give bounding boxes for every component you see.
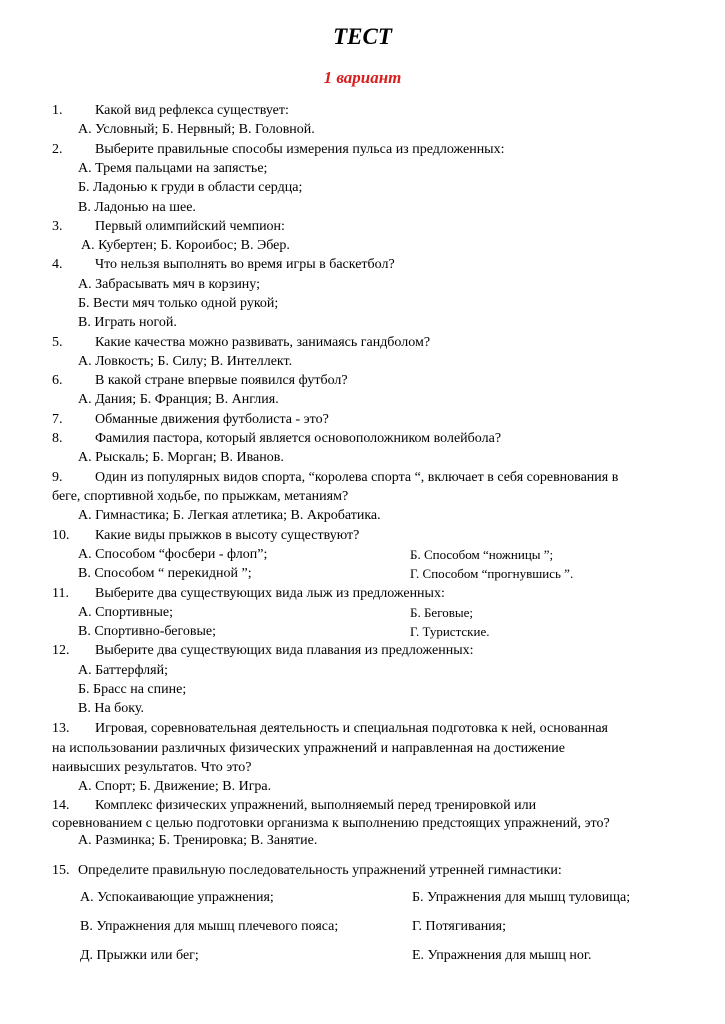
question-number: 3. [52, 219, 63, 234]
question-text: Какие виды прыжков в высоту существуют? [95, 528, 360, 543]
question-text: В какой стране впервые появился футбол? [95, 373, 348, 388]
question-text: Фамилия пастора, который является основоположником волейбола? [95, 431, 502, 446]
question-text-continued: соревнованием с целью подготовки организма к выполнению предстоящих упражнений, это? [52, 816, 610, 831]
question-text: Выберите два существующих вида лыж из предложенных: [95, 586, 445, 601]
question-text-continued: наивысших результатов. Что это? [52, 760, 252, 775]
answer-option: Б. Ладонью к груди в области сердца; [78, 180, 303, 195]
answer-options: А. Ловкость; Б. Силу; В. Интеллект. [78, 354, 293, 369]
answer-option: Б. Способом “ножницы ”; [410, 547, 554, 562]
answer-option: Г. Потягивания; [412, 919, 507, 934]
question-text: Выберите два существующих вида плавания из предложенных: [95, 643, 474, 658]
answer-option: В. Спортивно-беговые; [78, 624, 217, 639]
question-text: Что нельзя выполнять во время игры в баскетбол? [95, 257, 395, 272]
answer-option: Г. Туристские. [410, 624, 490, 639]
question-text: Игровая, соревновательная деятельность и специальная подготовка к ней, основанная [95, 721, 608, 736]
question-number: 7. [52, 412, 63, 427]
question-number: 12. [52, 643, 70, 658]
answer-option: В. Упражнения для мышц плечевого пояса; [80, 919, 339, 934]
answer-option: А. Забрасывать мяч в корзину; [78, 277, 261, 292]
answer-option: Д. Прыжки или бег; [80, 948, 199, 963]
answer-options: А. Условный; Б. Нервный; В. Головной. [78, 122, 315, 137]
page-title: ТЕСТ [333, 24, 392, 49]
question-number: 1. [52, 103, 63, 118]
answer-option: Б. Упражнения для мышц туловища; [412, 890, 631, 905]
answer-option: Б. Вести мяч только одной рукой; [78, 296, 279, 311]
answer-option: А. Баттерфляй; [78, 663, 168, 678]
question-text: Обманные движения футболиста - это? [95, 412, 329, 427]
answer-options: А. Рыскаль; Б. Морган; В. Иванов. [78, 450, 284, 465]
answer-option: В. Играть ногой. [78, 315, 177, 330]
answer-option: А. Спортивные; [78, 605, 173, 620]
answer-option: В. Способом “ перекидной ”; [78, 566, 252, 581]
question-text: Какой вид рефлекса существует: [95, 103, 289, 118]
answer-option: А. Способом “фосбери - флоп”; [78, 547, 268, 562]
question-number: 5. [52, 335, 63, 350]
question-number: 2. [52, 142, 63, 157]
answer-option: Б. Брасс на спине; [78, 682, 187, 697]
answer-option: Б. Беговые; [410, 605, 473, 620]
question-number: 15. [52, 863, 70, 878]
answer-options: А. Кубертен; Б. Короибос; В. Эбер. [81, 238, 290, 253]
question-text: Определите правильную последовательность упражнений утренней гимнастики: [78, 863, 562, 878]
answer-option: А. Успокаивающие упражнения; [80, 890, 274, 905]
question-text: Какие качества можно развивать, занимаясь гандболом? [95, 335, 431, 350]
question-text: Комплекс физических упражнений, выполняемый перед тренировкой или [95, 798, 537, 813]
question-number: 8. [52, 431, 63, 446]
answer-option: А. Тремя пальцами на запястье; [78, 161, 268, 176]
answer-option: В. Ладонью на шее. [78, 200, 196, 215]
question-number: 14. [52, 798, 70, 813]
question-number: 13. [52, 721, 70, 736]
question-text: Выберите правильные способы измерения пульса из предложенных: [95, 142, 505, 157]
answer-option: В. На боку. [78, 701, 144, 716]
answer-options: А. Гимнастика; Б. Легкая атлетика; В. Акробатика. [78, 508, 381, 523]
question-text-continued: на использовании различных физических упражнений и направленная на достижение [52, 741, 565, 756]
answer-option: Е. Упражнения для мышц ног. [412, 948, 592, 963]
question-number: 4. [52, 257, 63, 272]
answer-options: А. Спорт; Б. Движение; В. Игра. [78, 779, 272, 794]
variant-heading: 1 вариант [323, 68, 402, 87]
question-number: 6. [52, 373, 63, 388]
question-number: 10. [52, 528, 70, 543]
question-text-continued: беге, спортивной ходьбе, по прыжкам, метаниям? [52, 489, 349, 504]
question-text: Первый олимпийский чемпион: [95, 219, 285, 234]
answer-options: А. Дания; Б. Франция; В. Англия. [78, 392, 279, 407]
question-number: 9. [52, 470, 63, 485]
answer-options: А. Разминка; Б. Тренировка; В. Занятие. [78, 833, 318, 848]
answer-option: Г. Способом “прогнувшись ”. [410, 566, 574, 581]
question-number: 11. [52, 586, 69, 601]
question-text: Один из популярных видов спорта, “королева спорта “, включает в себя соревнования в [95, 470, 619, 485]
